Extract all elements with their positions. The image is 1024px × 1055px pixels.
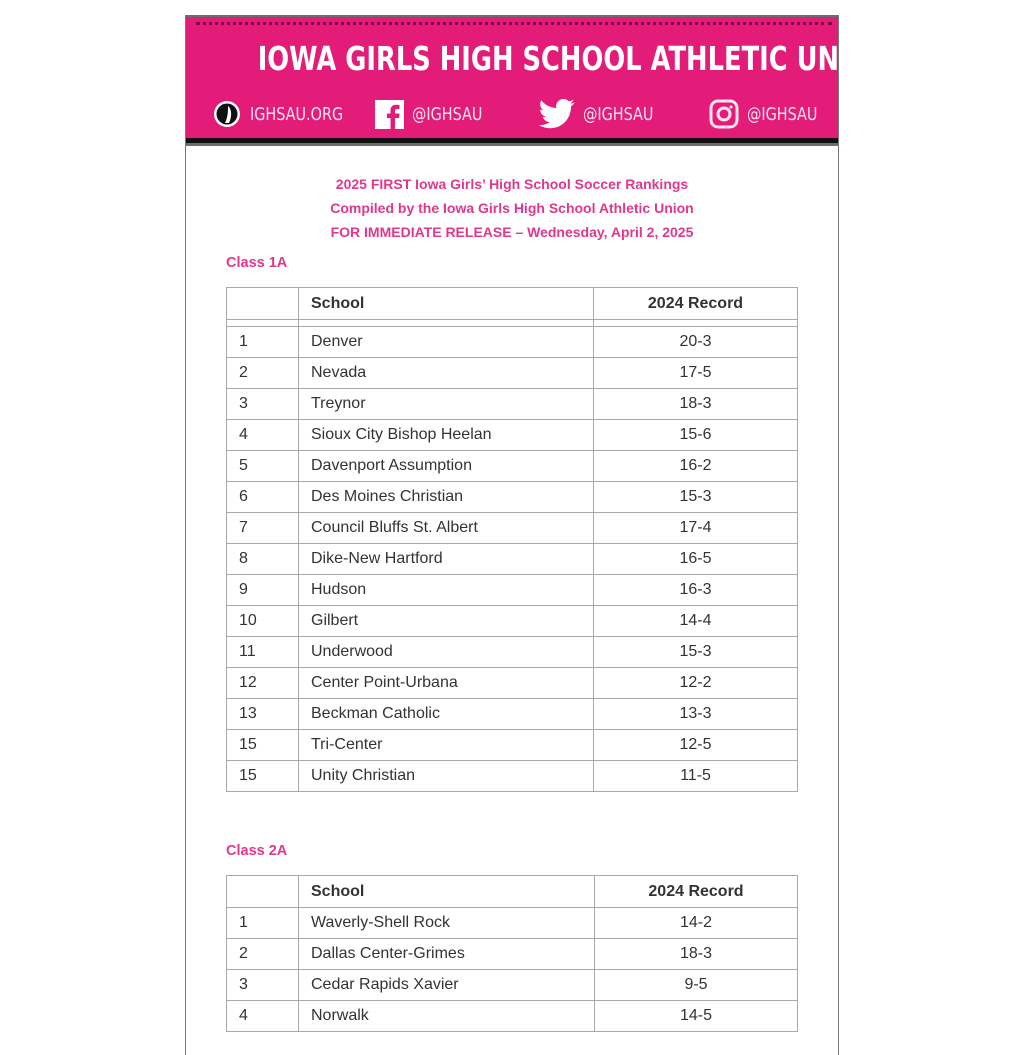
table-row: [227, 327, 798, 358]
record-cell: 15-6: [594, 420, 798, 451]
twitter-icon: [539, 99, 575, 129]
record-cell: 13-3: [594, 699, 798, 730]
school-column-header: School: [299, 288, 594, 320]
instagram-label: @IGHSAU: [747, 103, 818, 125]
table-row: [227, 730, 798, 761]
table-row: [227, 637, 798, 668]
school-cell: Council Bluffs St. Albert: [299, 513, 594, 544]
record-column-header: 2024 Record: [594, 288, 798, 320]
website-link[interactable]: [212, 97, 366, 131]
document-page: [185, 15, 893, 1055]
rank-cell: 2: [227, 939, 299, 970]
rank-cell: 15: [227, 761, 299, 792]
rank-column-header: [227, 876, 299, 908]
record-cell: 12-5: [594, 730, 798, 761]
rank-cell: 4: [227, 1001, 299, 1032]
school-cell: Norwalk: [299, 1001, 595, 1032]
banner-bottom-rule: [186, 143, 838, 146]
rank-cell: 5: [227, 451, 299, 482]
record-cell: 18-3: [595, 939, 798, 970]
record-cell: 17-5: [594, 358, 798, 389]
rank-cell: 6: [227, 482, 299, 513]
school-cell: Davenport Assumption: [299, 451, 594, 482]
empty-spacer-row: [227, 320, 798, 327]
website-label: IGHSAU.ORG: [250, 103, 344, 125]
heading-release-date: FOR IMMEDIATE RELEASE – Wednesday, April 2, 2025: [330, 224, 694, 240]
record-cell: 18-3: [594, 389, 798, 420]
record-cell: 16-3: [594, 575, 798, 606]
school-cell: Sioux City Bishop Heelan: [299, 420, 594, 451]
ighsau-banner: [186, 15, 893, 143]
heading-compiled-by: Compiled by the Iowa Girls High School Athletic Union: [330, 200, 694, 216]
rank-cell: 3: [227, 970, 299, 1001]
record-cell: 9-5: [595, 970, 798, 1001]
class-2a-title: Class 2A: [226, 843, 288, 859]
record-column-header: 2024 Record: [595, 876, 798, 908]
rank-cell: 4: [227, 420, 299, 451]
table-row: [227, 668, 798, 699]
ighsau-logo-icon: [212, 99, 242, 129]
release-heading: [186, 172, 838, 244]
class-2a-table: [226, 875, 798, 1032]
rank-cell: 1: [227, 327, 299, 358]
twitter-label: @IGHSAU: [583, 103, 654, 125]
instagram-icon: [709, 99, 739, 129]
school-cell: Dallas Center-Grimes: [299, 939, 595, 970]
rank-cell: 8: [227, 544, 299, 575]
school-cell: Dike-New Hartford: [299, 544, 594, 575]
twitter-link[interactable]: [539, 97, 671, 131]
banner-dotted-rule: [196, 22, 832, 25]
table-header-row: [227, 288, 798, 320]
banner-title: IOWA GIRLS HIGH SCHOOL ATHLETIC UNION: [257, 39, 893, 78]
record-cell: 15-3: [594, 482, 798, 513]
school-cell: Des Moines Christian: [299, 482, 594, 513]
facebook-icon: [375, 100, 404, 129]
rank-cell: 3: [227, 389, 299, 420]
rank-cell: 2: [227, 358, 299, 389]
table-row: [227, 420, 798, 451]
heading-title: 2025 FIRST Iowa Girls’ High School Soccer Rankings: [335, 176, 689, 192]
record-cell: 14-2: [595, 908, 798, 939]
rank-cell: 9: [227, 575, 299, 606]
rank-cell: 10: [227, 606, 299, 637]
instagram-link[interactable]: [709, 97, 835, 131]
record-cell: 14-5: [595, 1001, 798, 1032]
table-row: [227, 1001, 798, 1032]
rank-cell: 11: [227, 637, 299, 668]
table-row: [227, 513, 798, 544]
record-cell: 11-5: [594, 761, 798, 792]
school-cell: Hudson: [299, 575, 594, 606]
table-row: [227, 544, 798, 575]
record-cell: 12-2: [594, 668, 798, 699]
rank-cell: 1: [227, 908, 299, 939]
record-cell: 15-3: [594, 637, 798, 668]
school-cell: Cedar Rapids Xavier: [299, 970, 595, 1001]
school-cell: Tri-Center: [299, 730, 594, 761]
facebook-label: @IGHSAU: [412, 103, 483, 125]
school-cell: Beckman Catholic: [299, 699, 594, 730]
rank-cell: 13: [227, 699, 299, 730]
table-row: [227, 939, 798, 970]
school-cell: Treynor: [299, 389, 594, 420]
class-1a-table: [226, 287, 798, 792]
class-1a-title: Class 1A: [226, 255, 288, 271]
school-cell: Gilbert: [299, 606, 594, 637]
table-row: [227, 970, 798, 1001]
record-cell: 17-4: [594, 513, 798, 544]
rank-cell: 12: [227, 668, 299, 699]
facebook-link[interactable]: [375, 97, 500, 131]
rank-column-header: [227, 288, 299, 320]
school-cell: Waverly-Shell Rock: [299, 908, 595, 939]
school-cell: Unity Christian: [299, 761, 594, 792]
table-row: [227, 699, 798, 730]
table-row: [227, 358, 798, 389]
table-row: [227, 908, 798, 939]
table-row: [227, 761, 798, 792]
social-links: [186, 97, 838, 131]
school-cell: Center Point-Urbana: [299, 668, 594, 699]
rank-cell: 7: [227, 513, 299, 544]
record-cell: 14-4: [594, 606, 798, 637]
table-row: [227, 482, 798, 513]
record-cell: 20-3: [594, 327, 798, 358]
school-cell: Nevada: [299, 358, 594, 389]
table-row: [227, 451, 798, 482]
rank-cell: 15: [227, 730, 299, 761]
table-row: [227, 575, 798, 606]
record-cell: 16-2: [594, 451, 798, 482]
table-row: [227, 389, 798, 420]
record-cell: 16-5: [594, 544, 798, 575]
table-header-row: [227, 876, 798, 908]
school-cell: Underwood: [299, 637, 594, 668]
table-row: [227, 606, 798, 637]
school-column-header: School: [299, 876, 595, 908]
school-cell: Denver: [299, 327, 594, 358]
